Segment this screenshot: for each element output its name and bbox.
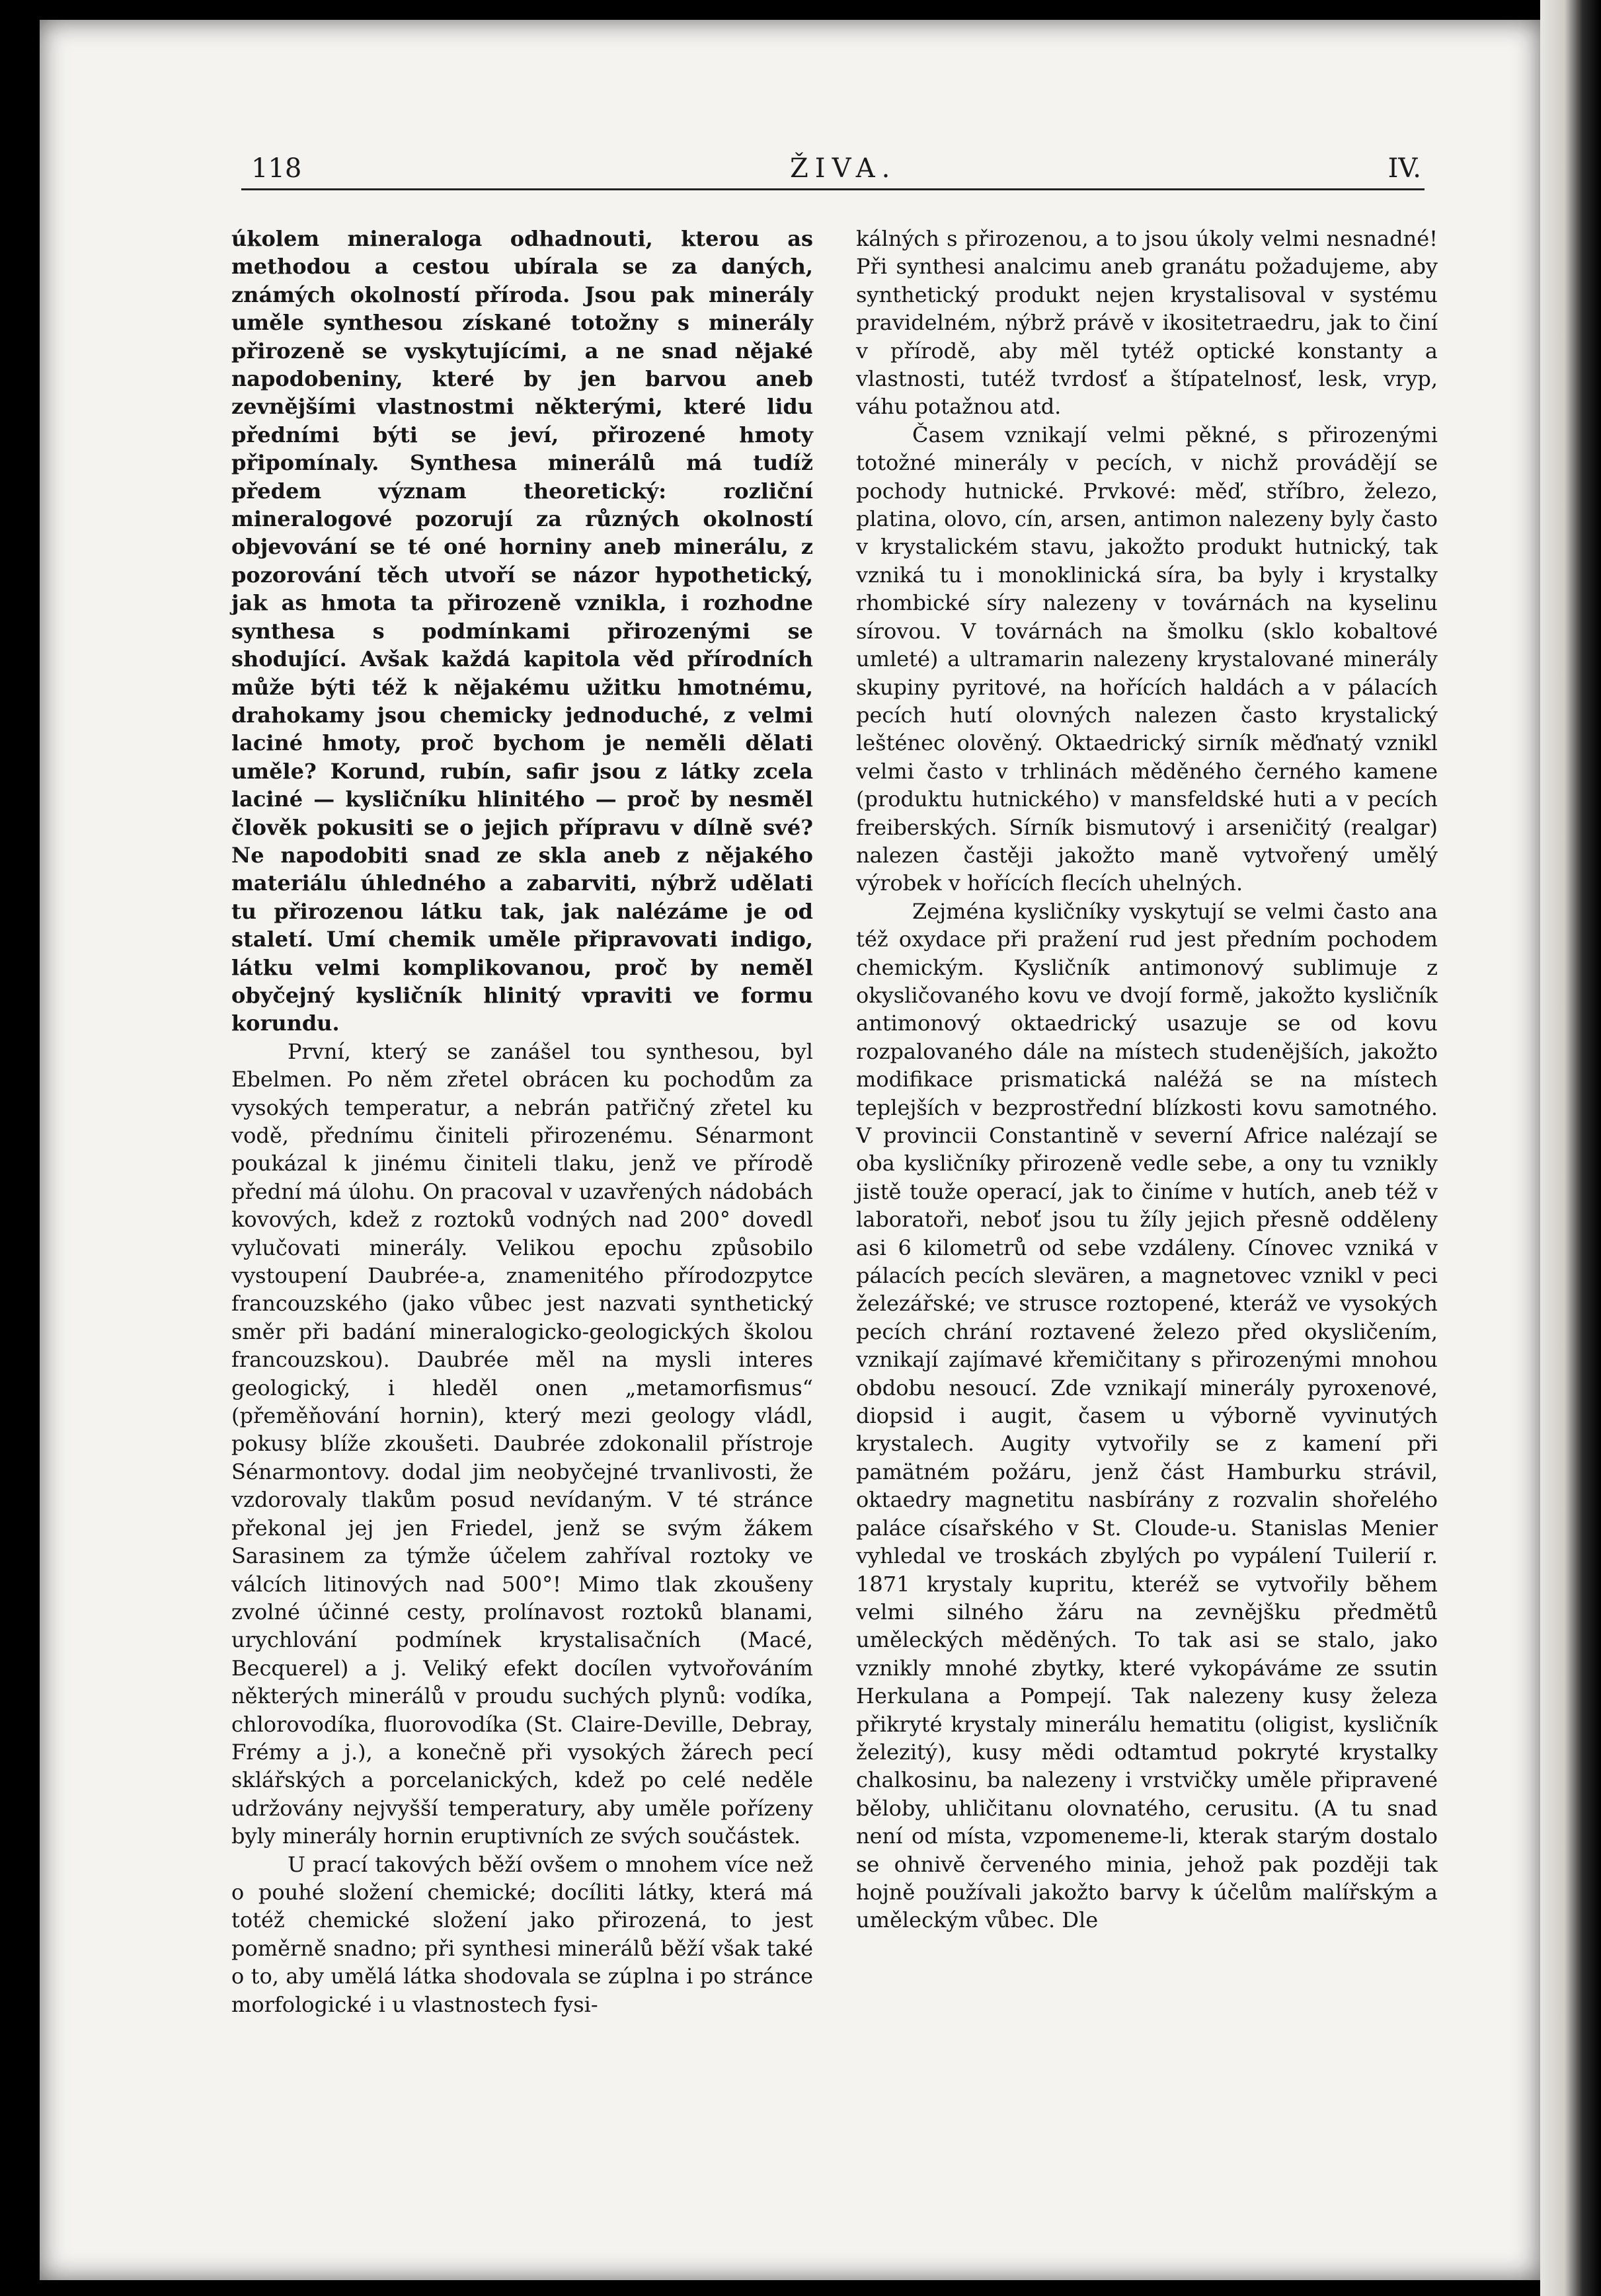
paragraph: Zejména kysličníky vyskytují se velmi často ana též oxydace při pražení rud jest předním pochodem chemickým. Kysličník antimonový sublimuje z okysličovaného kovu ve dvojí formě, jakožto kysličník antimonový oktaedrický usazuje se od kovu rozpalovaného dále na místech studenějších, jakožto modifikace prismatická naléžá se na místech teplejších v bezprostřední blízkosti kovu samotného. V provincii Constantině v severní Africe nalézají se oba kysličníky přirozeně vedle sebe, a ony tu vznikly jistě touže operací, jak to činíme v hutích, aneb též v laboratoři, neboť jsou tu žíly jejich přesně odděleny asi 6 kilometrů od sebe vzdáleny. Cínovec vzniká v pálacích pecích slevären, a magnetovec vznikl v peci železářské; ve strusce roztopené, kteráž ve vysokých pecích chrání roztavené železo před okysličením, vznikají zajímavé křemičitany s přirozenými mnohou obdobu nesoucí. Zde vznikají minerály pyroxenové, diopsid i augit, časem u výborně vyvinutých krystalech. Augity vytvořily se z kamení při pamätném požáru, jenž část Hamburku strávil, oktaedry magnetitu nasbírány z rozvalin shořelého paláce císařského v St. Cloude-u. Stanislas Menier vyhledal ve troskách zbylých po vypálení Tuilerií r. 1871 krystaly kupritu, kteréž se vytvořily během velmi silného žáru na zevnějšku předmětů uměleckých měděných. To tak asi se stalo, jako vznikly mnohé zbytky, které vykopáváme ze ssutin Herkulana a Pompejí. Tak nalezeny kusy železa přikryté krystaly minerálu hematitu (oligist, kysličník železitý), kusy mědi odtamtud pokryté krystalky chalkosinu, ba nalezeny i vrstvičky uměle připravené běloby, uhličitanu olovnatého, cerusitu. (A tu snad není od místa, vzpomeneme-li, kterak starým dostalo se ohnivě červeného minia, jehož pak později tak hojně používali jakožto barvy k účelům malířským a uměleckým vůbec. Dle — [856, 898, 1438, 1933]
paragraph: Časem vznikají velmi pěkné, s přirozenými totožné minerály v pecích, v nichž provádějí se pochody hutnické. Prvkové: měď, stříbro, železo, platina, olovo, cín, arsen, antimon nalezeny byly často v krystalickém stavu, jakožto produkt hutnický, tak vzniká tu i monoklinická síra, ba byly i krystalky rhombické síry nalezeny v továrnách na kyselinu sírovou. V továrnách na šmolku (sklo kobaltové umleté) a ultramarin nalezeny krystalované minerály skupiny pyritové, na hořících haldách a v pálacích pecích hutí olovných nalezen často krystalický lešténec olověný. Oktaedrický sirník měďnatý vznikl velmi často v trhlinách měděného černého kamene (produktu hutnického) v mansfeldské huti a v pecích freiberských. Sírník bismutový i arseničitý (realgar) nalezen častěji jakožto maně vytvořený umělý výrobek v hořících flecích uhelných. — [856, 422, 1438, 896]
paragraph: úkolem mineraloga odhadnouti, kterou as methodou a cestou ubírala se za daných, známých okolností příroda. Jsou pak minerály uměle synthesou získané totožny s minerály přirozeně se vyskytujícími, a ne snad nějaké napodobeniny, které by jen barvou aneb zevnějšími vlastnostmi některými, které lidu předními býti se jeví, přirozené hmoty připomínaly. Synthesa minerálů má tudíž předem význam theoretický: rozliční mineralogové pozorují za různých okolností objevování se té oné horniny aneb minerálu, z pozorování těch utvoří se názor hypothetický, jak as hmota ta přirozeně vznikla, i rozhodne synthesa s podmínkami přirozenými se shodující. Avšak každá kapitola věd přírodních může býti též k nějakému užitku hmotnému, drahokamy jsou chemicky jednoduché, z velmi laciné hmoty, proč bychom je neměli dělati uměle? Korund, rubín, safir jsou z látky zcela laciné — kysličníku hlinitého — proč by nesměl člověk pokusiti se o jejich přípravu v dílně své? Ne napodobiti snad ze skla aneb z nějakého materiálu úhledného a zabarviti, nýbrž udělati tu přirozenou látku tak, jak nalézáme je od staletí. Umí chemik uměle připravovati indigo, látku velmi komplikovanou, proč by neměl obyčejný kysličník hlinitý vpraviti ve formu korundu. — [231, 226, 813, 1036]
right-column — [856, 225, 1438, 1934]
paragraph: První, který se zanášel tou synthesou, byl Ebelmen. Po něm zřetel obrácen ku pochodům za vysokých temperatur, a nebrán patřičný zřetel ku vodě, přednímu činiteli přirozenému. Sénarmont poukázal k jinému činiteli tlaku, jenž ve přírodě přední má úlohu. On pracoval v uzavřených nádobách kovových, kdež z roztoků vodných nad 200° dovedl vylučovati minerály. Velikou epochu způsobilo vystoupení Daubrée-a, znamenitého přírodozpytce francouzského (jako vůbec jest nazvati synthetický směr při badání mineralogicko-geologických školou francouzskou). Daubrée měl na mysli interes geologický, i hleděl onen „metamorfismus“ (přeměňování hornin), který mezi geology vládl, pokusy blíže zkoušeti. Daubrée zdokonalil přístroje Sénarmontovy. dodal jim neobyčejné trvanlivosti, že vzdorovaly tlakům posud nevídaným. V té stránce překonal jej jen Friedel, jenž se svým žákem Sarasinem za týmže účelem zahříval roztoky ve válcích litinových nad 500°! Mimo tlak zkoušeny zvolné účinné cesty, prolínavost roztoků blanami, urychlování podmínek krystalisačních (Macé, Becquerel) a j. Veliký efekt docílen vytvořováním některých minerálů v proudu suchých plynů: vodíka, chlorovodíka, fluorovodíka (St. Claire-Deville, Debray, Frémy a j.), a konečně při vysokých žárech pecí sklářských a porcelanických, kdež po celé neděle udržovány nejvyšší temperatury, aby uměle pořízeny byly minerály hornin eruptivních ze svých součástek. — [231, 1038, 813, 1849]
page-number: 118 — [251, 153, 302, 184]
page-edge — [1540, 0, 1601, 2296]
header-rule — [241, 188, 1425, 190]
volume-number: IV. — [1387, 153, 1421, 184]
left-column — [231, 225, 813, 2018]
paragraph: U prací takových běží ovšem o mnohem více než o pouhé složení chemické; docíliti látky, která má totéž chemické složení jako přirozená, to jest poměrně snadno; při synthesi minerálů běží však také o to, aby umělá látka shodovala se zúplna i po stránce morfologické i u vlastnostech fysi- — [231, 1851, 813, 2017]
running-header — [251, 153, 1421, 193]
journal-title: ŽIVA. — [790, 153, 897, 184]
paragraph: kálných s přirozenou, a to jsou úkoly velmi nesnadné! Při synthesi analcimu aneb granátu požadujeme, aby synthetický produkt nejen krystalisoval v systému pravidelném, nýbrž právě v ikositetraedru, jak to činí v přírodě, aby měl tytéž optické konstanty a vlastnosti, tutéž tvrdosť a štípatelnosť, lesk, vryp, váhu potažnou atd. — [856, 226, 1438, 420]
